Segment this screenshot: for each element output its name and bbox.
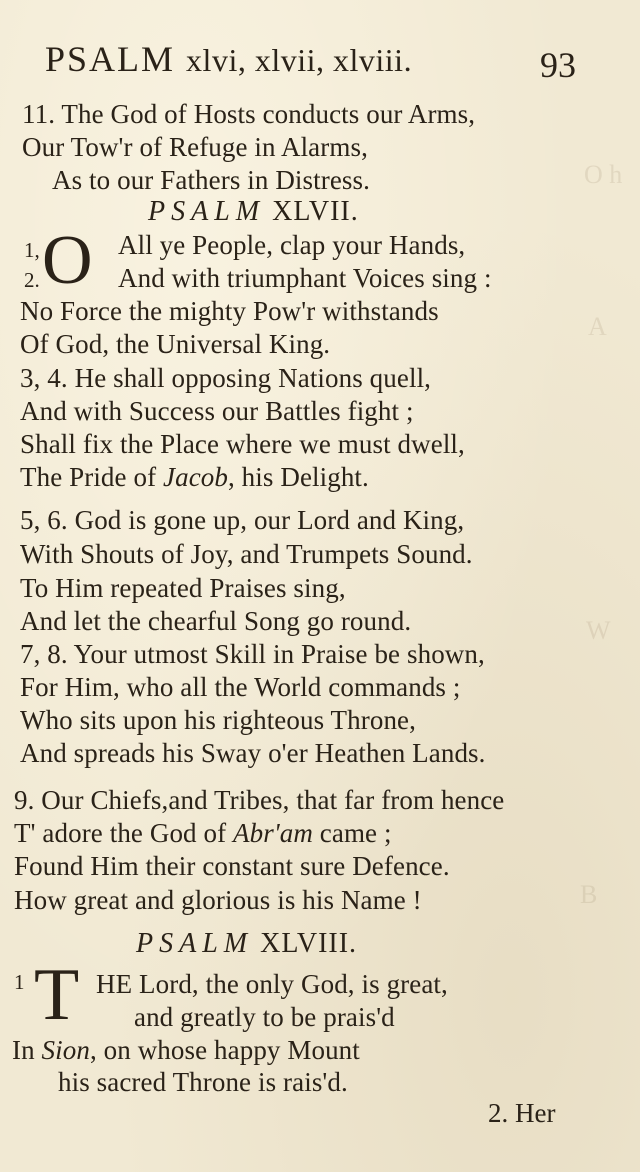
verse-line: HE Lord, the only God, is great, xyxy=(96,969,448,999)
header-psalm-numbers: xlvi, xlvii, xlviii. xyxy=(186,42,413,78)
text-run: The Pride of xyxy=(20,462,164,492)
verse-line: Our Tow'r of Refuge in Alarms, xyxy=(22,132,368,162)
verse-line: Of God, the Universal King. xyxy=(20,329,331,359)
italic-name-sion: Sion xyxy=(41,1035,90,1065)
italic-name-abram: Abr'am xyxy=(233,818,313,848)
italic-name-jacob: Jacob xyxy=(163,462,228,492)
verse-line: 5, 6. God is gone up, our Lord and King, xyxy=(20,505,465,535)
verse-line: No Force the mighty Pow'r withstands xyxy=(20,296,439,326)
verse-line: 7, 8. Your utmost Skill in Praise be shown, xyxy=(20,639,485,669)
text-run: came ; xyxy=(312,818,392,848)
psalm-heading xyxy=(148,196,359,228)
verse-line: 9. Our Chiefs,and Tribes, that far from hence xyxy=(14,785,505,815)
drop-cap-letter: T xyxy=(34,954,80,1036)
verse-line: his sacred Throne is rais'd. xyxy=(58,1067,348,1097)
show-through-text: O h xyxy=(584,160,623,189)
catchword: 2. Her xyxy=(488,1098,556,1128)
text-run: , his Delight. xyxy=(227,462,369,492)
verse-line: Who sits upon his righteous Throne, xyxy=(20,705,416,735)
verse-line: And spreads his Sway o'er Heathen Lands. xyxy=(20,738,486,768)
verse-line: Shall fix the Place where we must dwell, xyxy=(20,429,465,459)
show-through-text: B xyxy=(580,880,598,909)
show-through-text: A xyxy=(588,312,607,341)
verse-line: For Him, who all the World commands ; xyxy=(20,672,461,702)
verse-line: Found Him their constant sure Defence. xyxy=(14,851,450,881)
verse-number: 2. xyxy=(24,268,40,292)
verse-line xyxy=(20,461,369,493)
header-psalm-label: PSALM xyxy=(45,39,176,79)
psalm-heading-word: PSALM xyxy=(136,928,254,959)
verse-line xyxy=(14,817,392,849)
text-run: T' adore the God of xyxy=(14,818,234,848)
verse-number: 1, xyxy=(24,238,40,262)
text-run: In xyxy=(12,1035,42,1065)
verse-line xyxy=(12,1034,360,1066)
verse-line: All ye People, clap your Hands, xyxy=(118,230,466,260)
verse-line: As to our Fathers in Distress. xyxy=(52,165,370,195)
verse-line: And with triumphant Voices sing : xyxy=(118,263,492,293)
verse-line: How great and glorious is his Name ! xyxy=(14,885,422,915)
verse-line: and greatly to be prais'd xyxy=(134,1002,395,1032)
verse-line: To Him repeated Praises sing, xyxy=(20,573,346,603)
show-through-text: W xyxy=(586,616,611,645)
verse-line: With Shouts of Joy, and Trumpets Sound. xyxy=(20,539,473,569)
verse-line: And with Success our Battles fight ; xyxy=(20,396,414,426)
psalm-heading-number: XLVII. xyxy=(272,196,359,227)
verse-line: 11. The God of Hosts conducts our Arms, xyxy=(22,99,476,129)
verse-number: 1 xyxy=(14,970,25,994)
verse-line: And let the chearful Song go round. xyxy=(20,606,412,636)
psalm-heading-number: XLVIII. xyxy=(260,928,358,959)
running-header xyxy=(45,38,412,80)
page-number: 93 xyxy=(540,45,576,85)
text-run: , on whose happy Mount xyxy=(89,1035,360,1065)
verse-line: 3, 4. He shall opposing Nations quell, xyxy=(20,363,432,393)
drop-cap-letter: O xyxy=(42,222,93,299)
psalm-heading-word: PSALM xyxy=(148,196,266,227)
psalm-heading xyxy=(136,928,357,960)
